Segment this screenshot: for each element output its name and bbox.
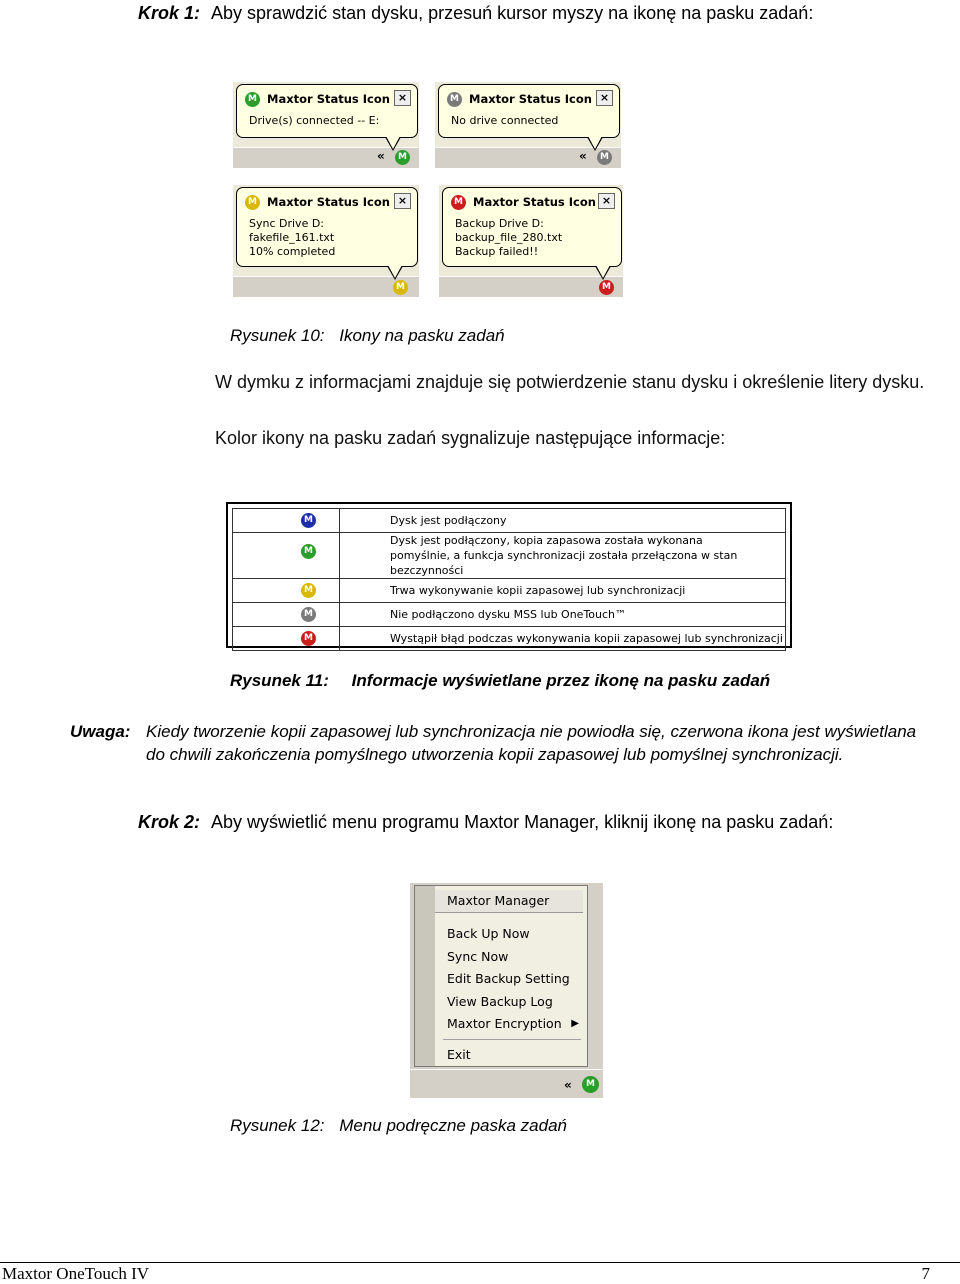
balloon-screenshot-no-drive [435, 82, 621, 168]
tray-expand-chevron-icon[interactable]: « [579, 149, 587, 163]
maxtor-status-icon: M [451, 195, 466, 210]
status-description: Nie podłączono dysku MSS lub OneTouch™ [340, 603, 786, 627]
table-row [233, 603, 786, 627]
status-description: Dysk jest podłączony, kopia zapasowa została wykonana pomyślnie, a funkcja synchronizacji została przełączona w stan bezczynności [340, 533, 786, 579]
menu-item-maxtor-encryption[interactable]: Maxtor Encryption [447, 1016, 562, 1031]
maxtor-tray-icon[interactable]: M [393, 280, 408, 295]
page-number: 7 [921, 1264, 930, 1283]
note-text: Kiedy tworzenie kopii zapasowej lub synchronizacja nie powiodła się, czerwona ikona jest wyświetlana do chwili zakończenia pomyślnego utworzenia kopii zapasowej lub pomyślnej synchronizacji. [146, 722, 917, 764]
taskbar-tray [410, 1069, 603, 1098]
status-balloon [236, 187, 418, 267]
balloon-line: 10% completed [249, 245, 336, 258]
balloon-line: Backup Drive D: [455, 217, 544, 230]
figure-label: Rysunek 11: [230, 671, 329, 690]
menu-item-edit-backup-setting[interactable]: Edit Backup Setting [447, 971, 570, 986]
figure-label: Rysunek 10: [230, 326, 325, 345]
figure-label: Rysunek 12: [230, 1116, 325, 1135]
maxtor-status-icon: M [245, 92, 260, 107]
footer-rule [0, 1262, 960, 1263]
status-description: Dysk jest podłączony [340, 509, 786, 533]
balloon-screenshot-failed [439, 185, 623, 297]
balloon-title: Maxtor Status Icon [473, 195, 596, 209]
menu-header-label: Maxtor Manager [447, 893, 550, 908]
figure-10-caption [230, 326, 505, 346]
tray-expand-chevron-icon[interactable]: « [564, 1078, 572, 1092]
table-row [233, 509, 786, 533]
balloon-line: Backup failed!! [455, 245, 539, 258]
note-label: Uwaga: [70, 722, 131, 741]
step1-label: Krok 1: [138, 3, 201, 23]
balloon-line: Sync Drive D: [249, 217, 325, 230]
balloon-title: Maxtor Status Icon [469, 92, 592, 106]
maxtor-tray-icon[interactable]: M [599, 280, 614, 295]
menu-header [435, 890, 583, 913]
tray-expand-chevron-icon[interactable]: « [377, 149, 385, 163]
maxtor-tray-icon[interactable]: M [395, 150, 410, 165]
status-balloon [442, 187, 622, 267]
figure-title: Menu podręczne paska zadań [339, 1116, 567, 1135]
maxtor-gray-icon: M [301, 607, 316, 622]
table-row [233, 579, 786, 603]
status-description: Wystąpił błąd podczas wykonywania kopii zapasowej lub synchronizacji [340, 627, 786, 651]
balloon-title: Maxtor Status Icon [267, 195, 390, 209]
paragraph-balloon-info: W dymku z informacjami znajduje się potwierdzenie stanu dysku i określenie litery dysku. [215, 372, 925, 392]
balloon-screenshot-sync [233, 185, 419, 297]
footer-product-name: Maxtor OneTouch IV [2, 1264, 150, 1283]
maxtor-blue-icon: M [301, 513, 316, 528]
maxtor-tray-icon[interactable]: M [597, 150, 612, 165]
figure-title: Informacje wyświetlane przez ikonę na pasku zadań [351, 671, 771, 690]
figure-12-caption [230, 1116, 567, 1136]
icon-status-table [226, 502, 792, 648]
maxtor-red-icon: M [301, 631, 316, 646]
balloon-title: Maxtor Status Icon [267, 92, 390, 106]
context-menu-screenshot [410, 883, 603, 1098]
maxtor-status-icon: M [245, 195, 260, 210]
balloon-close-button[interactable]: × [598, 193, 615, 209]
status-description: Trwa wykonywanie kopii zapasowej lub synchronizacji [340, 579, 786, 603]
balloon-line: fakefile_161.txt [249, 231, 335, 244]
figure-title: Ikony na pasku zadań [339, 326, 505, 345]
menu-separator [443, 1039, 581, 1040]
table-row [233, 533, 786, 579]
menu-item-sync-now[interactable]: Sync Now [447, 949, 509, 964]
step1 [138, 2, 813, 24]
balloon-line: Drive(s) connected -- E: [249, 114, 380, 127]
menu-item-view-backup-log[interactable]: View Backup Log [447, 994, 553, 1009]
status-balloon [438, 84, 620, 138]
table-row [233, 627, 786, 651]
figure-11-caption [230, 671, 770, 691]
note [70, 720, 930, 764]
menu-item-back-up-now[interactable]: Back Up Now [447, 926, 530, 941]
paragraph-icon-color: Kolor ikony na pasku zadań sygnalizuje następujące informacje: [215, 428, 726, 448]
maxtor-yellow-icon: M [301, 583, 316, 598]
balloon-close-button[interactable]: × [394, 90, 411, 106]
submenu-arrow-icon: ▶ [571, 1018, 579, 1029]
step2-text: Aby wyświetlić menu programu Maxtor Manager, kliknij ikonę na pasku zadań: [211, 812, 834, 832]
balloon-close-button[interactable]: × [394, 193, 411, 209]
maxtor-tray-icon[interactable]: M [582, 1076, 599, 1093]
step2-label: Krok 2: [138, 812, 201, 832]
maxtor-green-icon: M [301, 544, 316, 559]
maxtor-status-icon: M [447, 92, 462, 107]
step1-text: Aby sprawdzić stan dysku, przesuń kursor myszy na ikonę na pasku zadań: [211, 3, 814, 23]
taskbar-context-menu [414, 885, 588, 1067]
balloon-line: No drive connected [451, 114, 559, 127]
status-balloon [236, 84, 418, 138]
balloon-screenshot-connected [233, 82, 419, 168]
balloon-line: backup_file_280.txt [455, 231, 563, 244]
step2 [138, 811, 833, 833]
balloon-close-button[interactable]: × [596, 90, 613, 106]
menu-item-exit[interactable]: Exit [447, 1047, 471, 1062]
